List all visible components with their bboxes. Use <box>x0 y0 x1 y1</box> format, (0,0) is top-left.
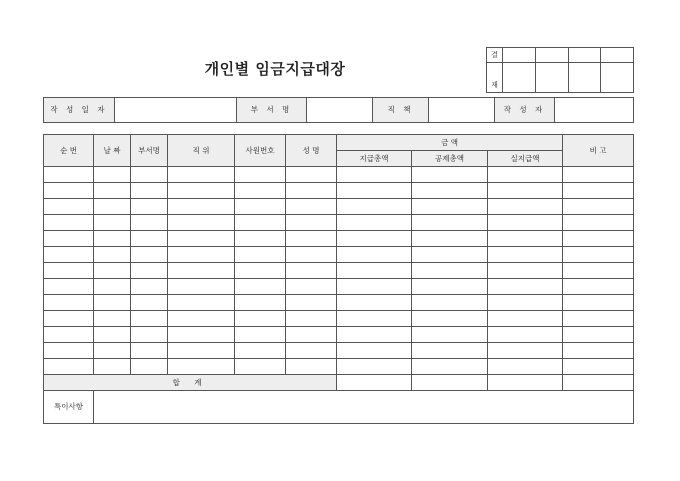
cell-note[interactable] <box>563 295 634 311</box>
col-header-date: 날 짜 <box>94 135 131 167</box>
cell-name[interactable] <box>286 167 337 183</box>
cell-name[interactable] <box>286 279 337 295</box>
approval-header-cell[interactable] <box>503 48 536 63</box>
cell-name[interactable] <box>286 263 337 279</box>
cell-name[interactable] <box>286 359 337 375</box>
info-value-date[interactable] <box>115 98 237 123</box>
info-label-dept: 부 서 명 <box>237 98 307 123</box>
cell-paid[interactable] <box>337 231 412 247</box>
cell-net[interactable] <box>488 279 563 295</box>
cell-dept[interactable] <box>131 247 168 263</box>
info-value-author[interactable] <box>555 98 634 123</box>
approval-header-cell[interactable] <box>601 48 634 63</box>
cell-paid[interactable] <box>337 199 412 215</box>
table-row <box>44 263 634 279</box>
cell-dept[interactable] <box>131 295 168 311</box>
cell-position[interactable] <box>168 231 235 247</box>
cell-seq[interactable] <box>44 199 94 215</box>
cell-seq[interactable] <box>44 343 94 359</box>
approval-sign-cell[interactable] <box>568 63 601 93</box>
col-header-net-pay: 실지급액 <box>488 151 563 167</box>
cell-name[interactable] <box>286 215 337 231</box>
approval-sign-cell[interactable] <box>535 63 568 93</box>
cell-dept[interactable] <box>131 327 168 343</box>
cell-position[interactable] <box>168 359 235 375</box>
cell-position[interactable] <box>168 263 235 279</box>
cell-dept[interactable] <box>131 263 168 279</box>
cell-seq[interactable] <box>44 247 94 263</box>
cell-deduct[interactable] <box>412 359 488 375</box>
cell-date[interactable] <box>94 359 131 375</box>
total-paid-cell[interactable] <box>337 375 412 391</box>
cell-note[interactable] <box>563 327 634 343</box>
cell-position[interactable] <box>168 343 235 359</box>
cell-note[interactable] <box>563 311 634 327</box>
approval-label-bottom: 재 <box>487 63 503 93</box>
table-row <box>44 231 634 247</box>
cell-dept[interactable] <box>131 231 168 247</box>
wage-ledger-table <box>43 134 634 424</box>
table-row <box>44 359 634 375</box>
cell-net[interactable] <box>488 343 563 359</box>
remarks-label: 특이사항 <box>44 391 94 424</box>
cell-paid[interactable] <box>337 279 412 295</box>
info-value-dept[interactable] <box>307 98 373 123</box>
approval-header-cell[interactable] <box>535 48 568 63</box>
cell-dept[interactable] <box>131 183 168 199</box>
info-table <box>43 97 634 123</box>
col-header-deduct-total: 공제총액 <box>412 151 488 167</box>
cell-emp-no[interactable] <box>235 183 286 199</box>
table-row <box>44 247 634 263</box>
total-note-cell[interactable] <box>563 375 634 391</box>
table-row <box>44 167 634 183</box>
cell-paid[interactable] <box>337 167 412 183</box>
cell-date[interactable] <box>94 295 131 311</box>
cell-date[interactable] <box>94 311 131 327</box>
cell-net[interactable] <box>488 263 563 279</box>
cell-emp-no[interactable] <box>235 311 286 327</box>
cell-date[interactable] <box>94 215 131 231</box>
col-header-dept: 부서명 <box>131 135 168 167</box>
cell-net[interactable] <box>488 359 563 375</box>
cell-emp-no[interactable] <box>235 247 286 263</box>
approval-box <box>486 47 634 93</box>
cell-deduct[interactable] <box>412 311 488 327</box>
cell-date[interactable] <box>94 247 131 263</box>
cell-net[interactable] <box>488 327 563 343</box>
info-value-title[interactable] <box>429 98 495 123</box>
cell-seq[interactable] <box>44 327 94 343</box>
cell-date[interactable] <box>94 279 131 295</box>
document-title: 개인별 임금지급대장 <box>204 60 346 78</box>
ledger-body <box>44 167 634 375</box>
approval-sign-cell[interactable] <box>503 63 536 93</box>
cell-paid[interactable] <box>337 343 412 359</box>
cell-note[interactable] <box>563 215 634 231</box>
cell-name[interactable] <box>286 327 337 343</box>
approval-sign-cell[interactable] <box>601 63 634 93</box>
cell-net[interactable] <box>488 247 563 263</box>
cell-name[interactable] <box>286 183 337 199</box>
cell-paid[interactable] <box>337 295 412 311</box>
cell-deduct[interactable] <box>412 215 488 231</box>
cell-note[interactable] <box>563 231 634 247</box>
cell-deduct[interactable] <box>412 231 488 247</box>
cell-emp-no[interactable] <box>235 343 286 359</box>
cell-seq[interactable] <box>44 295 94 311</box>
cell-dept[interactable] <box>131 215 168 231</box>
total-label: 합 계 <box>44 375 337 391</box>
cell-seq[interactable] <box>44 231 94 247</box>
cell-net[interactable] <box>488 183 563 199</box>
cell-position[interactable] <box>168 295 235 311</box>
cell-deduct[interactable] <box>412 263 488 279</box>
cell-note[interactable] <box>563 247 634 263</box>
cell-paid[interactable] <box>337 215 412 231</box>
cell-dept[interactable] <box>131 359 168 375</box>
cell-deduct[interactable] <box>412 167 488 183</box>
cell-note[interactable] <box>563 279 634 295</box>
cell-date[interactable] <box>94 167 131 183</box>
table-row <box>44 311 634 327</box>
cell-position[interactable] <box>168 247 235 263</box>
cell-deduct[interactable] <box>412 295 488 311</box>
total-net-cell[interactable] <box>488 375 563 391</box>
cell-position[interactable] <box>168 215 235 231</box>
cell-emp-no[interactable] <box>235 279 286 295</box>
cell-emp-no[interactable] <box>235 327 286 343</box>
table-row <box>44 327 634 343</box>
cell-seq[interactable] <box>44 183 94 199</box>
cell-seq[interactable] <box>44 167 94 183</box>
cell-date[interactable] <box>94 327 131 343</box>
cell-dept[interactable] <box>131 167 168 183</box>
cell-net[interactable] <box>488 215 563 231</box>
table-row <box>44 343 634 359</box>
col-header-emp-no: 사원번호 <box>235 135 286 167</box>
cell-position[interactable] <box>168 183 235 199</box>
cell-dept[interactable] <box>131 311 168 327</box>
cell-seq[interactable] <box>44 359 94 375</box>
col-header-paid-total: 지급총액 <box>337 151 412 167</box>
col-header-name: 성 명 <box>286 135 337 167</box>
cell-date[interactable] <box>94 183 131 199</box>
cell-deduct[interactable] <box>412 327 488 343</box>
cell-note[interactable] <box>563 199 634 215</box>
info-label-title: 직 책 <box>373 98 429 123</box>
cell-net[interactable] <box>488 295 563 311</box>
cell-name[interactable] <box>286 231 337 247</box>
cell-paid[interactable] <box>337 183 412 199</box>
table-row <box>44 279 634 295</box>
approval-header-cell[interactable] <box>568 48 601 63</box>
cell-name[interactable] <box>286 311 337 327</box>
cell-dept[interactable] <box>131 199 168 215</box>
cell-position[interactable] <box>168 311 235 327</box>
cell-emp-no[interactable] <box>235 359 286 375</box>
cell-emp-no[interactable] <box>235 167 286 183</box>
cell-net[interactable] <box>488 167 563 183</box>
cell-net[interactable] <box>488 231 563 247</box>
remarks-field[interactable] <box>94 391 634 424</box>
cell-name[interactable] <box>286 343 337 359</box>
cell-paid[interactable] <box>337 247 412 263</box>
cell-emp-no[interactable] <box>235 295 286 311</box>
col-header-note: 비 고 <box>563 135 634 167</box>
approval-label-top: 결 <box>487 48 503 63</box>
cell-position[interactable] <box>168 327 235 343</box>
cell-emp-no[interactable] <box>235 231 286 247</box>
cell-dept[interactable] <box>131 343 168 359</box>
cell-paid[interactable] <box>337 263 412 279</box>
cell-note[interactable] <box>563 343 634 359</box>
cell-dept[interactable] <box>131 279 168 295</box>
cell-deduct[interactable] <box>412 247 488 263</box>
cell-paid[interactable] <box>337 359 412 375</box>
col-header-seq: 순 번 <box>44 135 94 167</box>
cell-note[interactable] <box>563 359 634 375</box>
cell-name[interactable] <box>286 199 337 215</box>
cell-seq[interactable] <box>44 279 94 295</box>
cell-name[interactable] <box>286 247 337 263</box>
cell-date[interactable] <box>94 263 131 279</box>
cell-emp-no[interactable] <box>235 263 286 279</box>
info-label-date: 작 성 일 자 <box>44 98 115 123</box>
cell-note[interactable] <box>563 183 634 199</box>
cell-date[interactable] <box>94 343 131 359</box>
info-label-author: 작 성 자 <box>495 98 555 123</box>
table-row <box>44 199 634 215</box>
cell-position[interactable] <box>168 167 235 183</box>
cell-deduct[interactable] <box>412 279 488 295</box>
cell-name[interactable] <box>286 295 337 311</box>
cell-emp-no[interactable] <box>235 215 286 231</box>
cell-deduct[interactable] <box>412 183 488 199</box>
cell-paid[interactable] <box>337 311 412 327</box>
cell-net[interactable] <box>488 311 563 327</box>
cell-deduct[interactable] <box>412 199 488 215</box>
cell-emp-no[interactable] <box>235 199 286 215</box>
cell-deduct[interactable] <box>412 343 488 359</box>
table-row <box>44 215 634 231</box>
table-row <box>44 295 634 311</box>
cell-position[interactable] <box>168 279 235 295</box>
table-row <box>44 183 634 199</box>
cell-date[interactable] <box>94 231 131 247</box>
cell-seq[interactable] <box>44 215 94 231</box>
cell-paid[interactable] <box>337 327 412 343</box>
cell-seq[interactable] <box>44 311 94 327</box>
col-header-amount: 금 액 <box>337 135 563 151</box>
cell-date[interactable] <box>94 199 131 215</box>
cell-seq[interactable] <box>44 263 94 279</box>
cell-net[interactable] <box>488 199 563 215</box>
cell-position[interactable] <box>168 199 235 215</box>
col-header-position: 직 위 <box>168 135 235 167</box>
cell-note[interactable] <box>563 263 634 279</box>
cell-note[interactable] <box>563 167 634 183</box>
total-deduct-cell[interactable] <box>412 375 488 391</box>
